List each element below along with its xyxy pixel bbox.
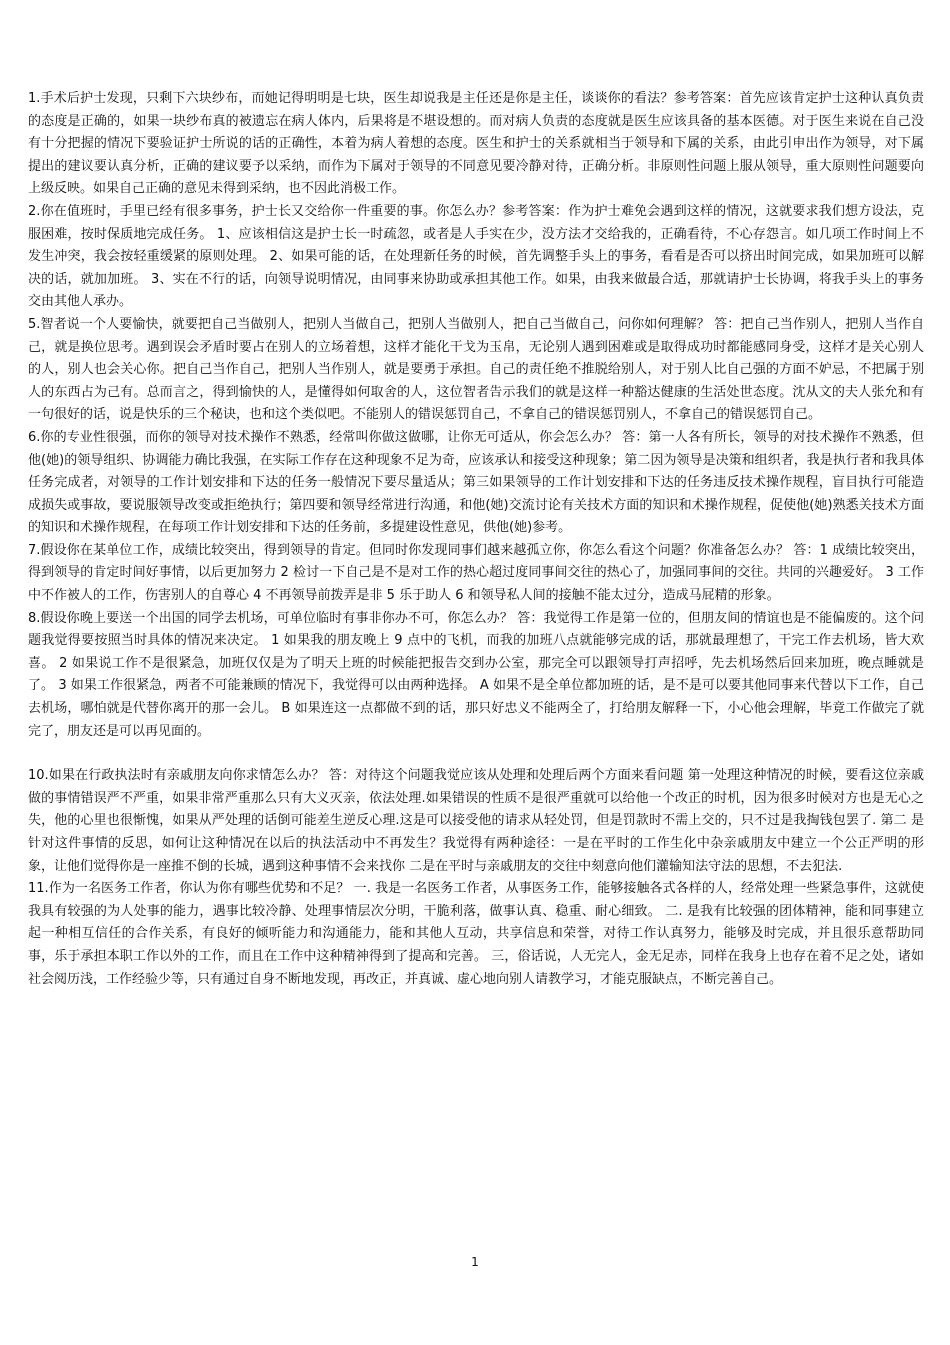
question-1-paragraph: 1.手术后护士发现，只剩下六块纱布，而她记得明明是七块，医生却说我是主任还是你是主任，谈谈你的看法？参考答案：首先应该肯定护士这种认真负责的态度是正确的，如果一块纱布真的被遗忘在病人体内，后果将是不堪设想的。而对病人负责的态度就是医生应该具备的基本医德。对于医生来说在自己没有十分把握的情况下要验证护士所说的话的正确性，本着为病人着想的态度。医生和护士的关系就相当于领导和下属的关系，由此引申出作为领导，对下属提出的建议要认真分析，正确的建议要予以采纳，而作为下属对于领导的不同意见要冷静对待，正确分析。非原则性问题上服从领导，重大原则性问题要向上级反映。如果自己正确的意见未得到采纳，也不因此消极工作。 <box>28 91 924 197</box>
page-number: 1 <box>471 1255 479 1269</box>
question-10-paragraph: 10.如果在行政执法时有亲戚朋友向你求情怎么办？ 答：对待这个问题我觉应该从处理和处理后两个方面来看问题 第一处理这种情况的时候，要看这位亲戚做的事情错误严不严重，如果非常严重那么只有大义灭亲，依法处理.如果错误的性质不是很严重就可以给他一个改正的时机，因为很多时候对方也是无心之失，他的心里也很惭愧，如果从严处理的话倒可能差生逆反心理.这是可以接受他的请求从轻处罚，但是罚款时不需上交的，只不过是我掏钱包罢了. 第二 是针对这件事情的反思，如何让这种情况在以后的执法活动中不再发生？我觉得有两种途径：一是在平时的工作生化中杂亲戚朋友中建立一个公正严明的形象，让他们觉得你是一座推不倒的长城，遇到这种事情不会来找你 二是在平时与亲戚朋友的交往中刻意向他们灌输知法守法的思想，不去犯法. <box>28 768 924 874</box>
question-8-paragraph: 8.假设你晚上要送一个出国的同学去机场，可单位临时有事非你办不可，你怎么办？ 答：我觉得工作是第一位的，但朋友间的情谊也是不能偏废的。这个问题我觉得要按照当时具体的情况来决定。 1 如果我的朋友晚上 9 点中的飞机，而我的加班八点就能够完成的话，那就最理想了，干完工作去机场，皆大欢喜。 2 如果说工作不是很紧急，加班仅仅是为了明天上班的时候能把报告交到办公室，那完全可以跟领导打声招呼，先去机场然后回来加班，晚点睡就是了。 3 如果工作很紧急，两者不可能兼顾的情况下，我觉得可以由两种选择。 A 如果不是全单位都加班的话，是不是可以要其他同事来代替以下工作，自己去机场，哪怕就是代替你离开的那一会儿。 B 如果连这一点都做不到的话，那只好忠义不能两全了，打给朋友解释一下，小心他会理解，毕竟工作做完了就完了，朋友还是可以再见面的。 <box>28 610 924 739</box>
question-7-paragraph: 7.假设你在某单位工作，成绩比较突出，得到领导的肯定。但同时你发现同事们越来越孤立你，你怎么看这个问题？你准备怎么办？ 答：1 成绩比较突出，得到领导的肯定时间好事情，以后更加努力 2 检讨一下自己是不是对工作的热心超过度同事间交往的热心了，加强同事间的交往。共同的兴趣爱好。 3 工作中不作被人的工作，伤害别人的自尊心 4 不再领导前拨弄是非 5 乐于助人 6 和领导私人间的接触不能太过分，造成马屁精的形象。 <box>28 542 924 604</box>
question-5-paragraph: 5.智者说一个人要愉快，就要把自己当做别人，把别人当做自己，把别人当做别人，把自己当做自己，问你如何理解？ 答：把自己当作别人，把别人当作自己，就是换位思考。遇到误会矛盾时要占在别人的立场着想，这样才能化干戈为玉帛，无论别人遇到困难或是取得成功时都能感同身受，这样才是关心别人的人，别人也会关心你。把自己当作自己，把别人当作别人，就是要勇于承担。自己的责任绝不推脱给别人，对于别人比自己强的方面不妒忌，不把属于别人的东西占为己有。总而言之，得到愉快的人，是懂得如何取舍的人，这位智者告示我们的就是这样一种豁达健康的生活处世态度。沈从文的夫人张允和有一句很好的话，说是快乐的三个秘诀，也和这个类似吧。不能别人的错误惩罚自己，不拿自己的错误惩罚别人，不拿自己的错误惩罚自己。 <box>28 316 924 423</box>
question-11-paragraph: 11.作为一名医务工作者，你认为你有哪些优势和不足？ 一. 我是一名医务工作者，从事医务工作，能够接触各式各样的人，经常处理一些紧急事件，这就使我具有较强的为人处事的能力，遇事比较冷静、处理事情层次分明，干脆利落，做事认真、稳重、耐心细致。 二. 是我有比较强的团体精神，能和同事建立起一种相互信任的合作关系，有良好的倾听能力和沟通能力，能和其他人互动，共享信息和荣誉，对待工作认真努力，能够及时完成，并且很乐意帮助同事，乐于承担本职工作以外的工作，而且在工作中这种精神得到了提高和完善。 三，俗话说，人无完人，金无足赤，同样在我身上也存在着不足之处，诸如社会阅历浅，工作经验少等，只有通过自身不断地发现，再改正，并真诚、虚心地向别人请教学习，才能克服缺点，不断完善自己。 <box>28 881 924 987</box>
question-6-paragraph: 6.你的专业性很强，而你的领导对技术操作不熟悉，经常叫你做这做哪，让你无可适从，你会怎么办？ 答：第一人各有所长，领导的对技术操作不熟悉，但他(她)的领导组织、协调能力确比我强，在实际工作存在这种现象不足为奇，应该承认和接受这种现象；第二因为领导是决策和组织者，我是执行者和我具体任务完成者，对领导的工作计划安排和下达的任务一般情况下要尽量适从；第三如果领导的工作计划安排和下达的任务违反技术操作规程，盲目执行可能造成损失或事故，要说服领导改变或拒绝执行；第四要和领导经常进行沟通，和他(她)交流讨论有关技术方面的知识和术操作规程，促使他(她)熟悉关技术方面的知识和术操作规程，在每项工作计划安排和下达的任务前，多提建设性意见，供他(她)参考。 <box>28 429 924 536</box>
document-body <box>28 88 924 991</box>
paragraph-gap <box>28 743 924 765</box>
question-2-paragraph: 2.你在值班时，手里已经有很多事务，护士长又交给你一件重要的事。你怎么办？参考答案：作为护士难免会遇到这样的情况，这就要求我们想方设法，克服困难，按时保质地完成任务。 1、应该相信这是护士长一时疏忽，或者是人手实在少，没方法才交给我的，正确看待，不心存怨言。如几项工作时间上不发生冲突，我会按轻重缓紧的原则处理。 2、如果可能的话，在处理新任务的时候，首先调整手头上的事务，看看是否可以挤出时间完成，如果加班可以解决的话，就加加班。 3、实在不行的话，向领导说明情况，由同事来协助或承担其他工作。如果，由我来做最合适，那就请护士长协调，将我手头上的事务交由其他人承办。 <box>28 203 924 310</box>
